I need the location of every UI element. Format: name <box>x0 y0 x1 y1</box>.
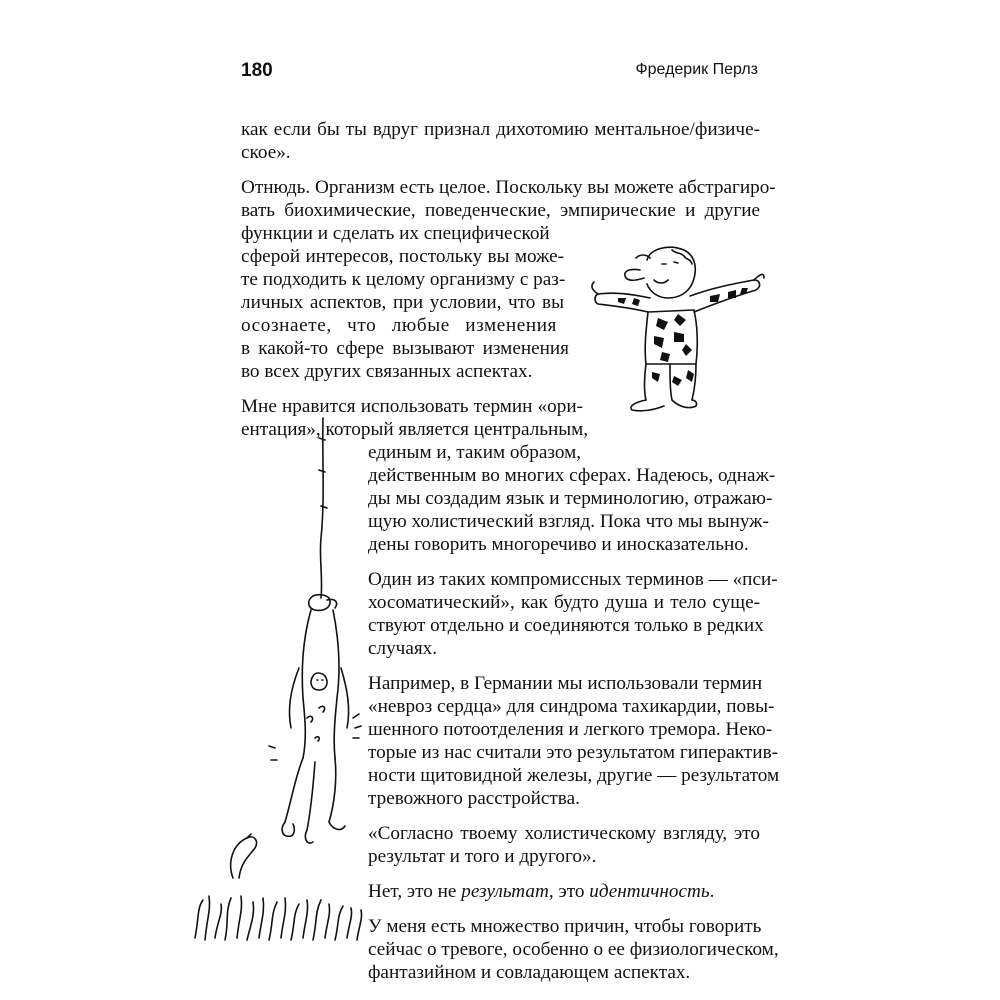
text-line: личных аспектов, при условии, что вы <box>241 292 564 313</box>
text-line: «невроз сердца» для синдрома тахикардии, повы- <box>368 696 775 717</box>
identity-text-1: Нет, это не <box>368 881 462 902</box>
identity-line <box>368 880 760 903</box>
text-line: те подходить к целому организму с раз- <box>241 269 566 290</box>
text-line: действенным во многих сферах. Надеюсь, однаж- <box>368 465 776 486</box>
text-line: ности щитовидной железы, другие — результатом <box>368 765 780 786</box>
text-line: У меня есть множество причин, чтобы говорить <box>368 916 762 937</box>
identity-emphasis-result: результат <box>461 881 549 902</box>
text-line: в какой-то сфере вызывают изменения <box>241 338 569 359</box>
text-line: как если бы ты вдруг признал дихотомию ментальное/физиче- <box>241 119 760 140</box>
text-line: ское». <box>241 142 291 163</box>
text-line: Один из таких компромиссных терминов — «пси- <box>368 569 778 590</box>
arms-outstretched-figure-illustration <box>592 240 767 415</box>
text-line: сферой интересов, постольку вы може- <box>241 246 564 267</box>
page-number: 180 <box>241 60 273 81</box>
text-line: единым и, таким образом, <box>368 442 582 463</box>
identity-text-2: , это <box>548 881 590 902</box>
text-line: вать биохимические, поведенческие, эмпирические и другие <box>241 200 760 221</box>
text-line: «Согласно твоему холистическому взгляду, это <box>368 823 760 844</box>
running-head: Фредерик Перлз <box>635 61 758 78</box>
text-line: щую холистический взгляд. Пока что мы вынуж- <box>368 511 769 532</box>
text-line: результат и того и другого». <box>368 846 597 867</box>
text-line: сейчас о тревоге, особенно о ее физиологическом, <box>368 939 779 960</box>
identity-emphasis-identity: идентичность <box>589 881 710 902</box>
text-line: шенного потоотделения и легкого тремора. Неко- <box>368 719 773 740</box>
text-line: осознаете, что любые изменения <box>241 315 557 336</box>
text-line: Мне нравится использовать термин «ори- <box>241 396 583 417</box>
text-line: Отнюдь. Организм есть целое. Поскольку вы можете абстрагиро- <box>241 177 776 198</box>
text-line: ствуют отдельно и соединяются только в редких <box>368 615 764 636</box>
text-line: дены говорить многоречиво и иносказательно. <box>368 534 749 555</box>
text-line: случаях. <box>368 638 438 659</box>
text-line: хосоматический», как будто душа и тело суще- <box>368 592 760 613</box>
text-line: тревожного расстройства. <box>368 788 580 809</box>
text-line: ентация», который является центральным, <box>241 419 589 440</box>
text-line: во всех других связанных аспектах. <box>241 361 533 382</box>
identity-text-3: . <box>709 881 715 902</box>
hanging-figure-illustration <box>195 418 365 948</box>
text-line: торые из нас считали это результатом гиперактив- <box>368 742 779 763</box>
text-line: фантазийном и совладающем аспектах. <box>368 962 691 983</box>
text-line: Например, в Германии мы использовали термин <box>368 673 763 694</box>
text-line: функции и сделать их специфической <box>241 223 550 244</box>
text-line: ды мы создадим язык и терминологию, отражаю- <box>368 488 773 509</box>
